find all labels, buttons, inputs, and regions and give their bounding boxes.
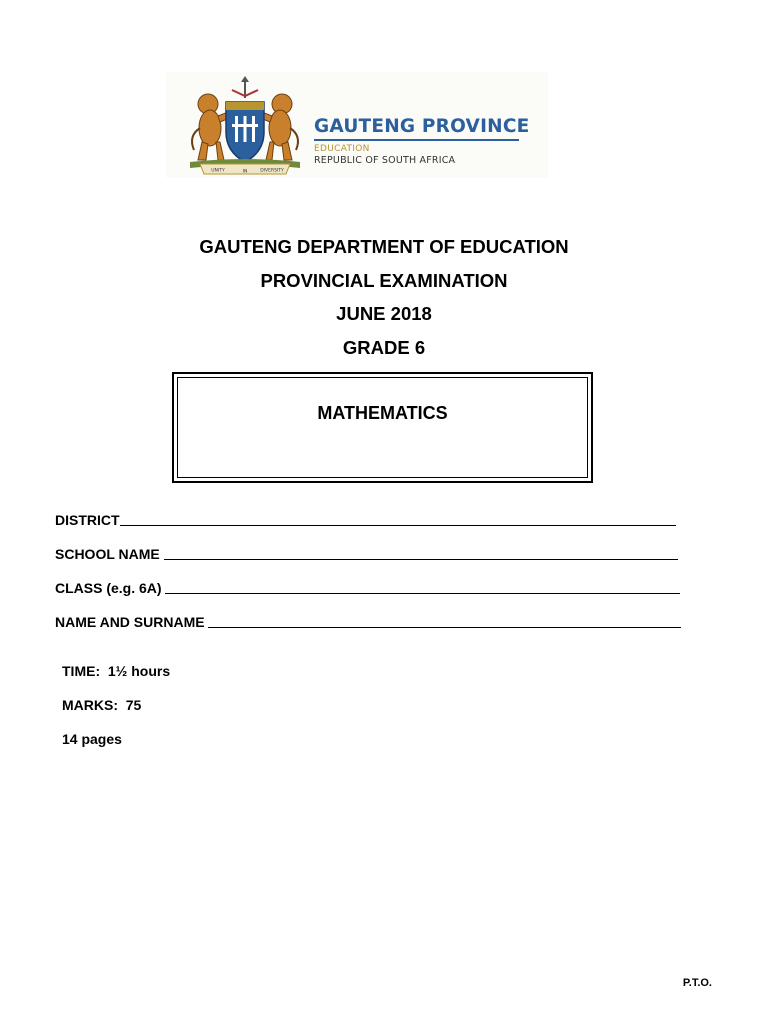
district-field[interactable] — [55, 510, 676, 528]
school-name-label: SCHOOL NAME — [55, 546, 164, 562]
heading-department: GAUTENG DEPARTMENT OF EDUCATION — [199, 236, 569, 257]
school-name-field[interactable] — [55, 544, 678, 562]
motto-unity: UNITY — [211, 168, 225, 174]
class-line[interactable] — [165, 593, 680, 594]
heading-exam: PROVINCIAL EXAMINATION — [260, 270, 508, 291]
district-line[interactable] — [120, 525, 676, 526]
name-surname-field[interactable] — [55, 612, 681, 630]
motto-diversity: DIVERSITY — [260, 168, 284, 174]
logo-department: EDUCATION — [314, 144, 370, 154]
name-surname-line[interactable] — [208, 627, 681, 628]
pto-note: P.T.O. — [682, 977, 712, 989]
page-count: 14 pages — [62, 731, 122, 747]
class-field[interactable] — [55, 578, 680, 596]
subject-title: MATHEMATICS — [317, 403, 448, 423]
heading-grade: GRADE 6 — [342, 337, 426, 358]
logo-country: REPUBLIC OF SOUTH AFRICA — [314, 155, 456, 166]
motto-in: IN — [242, 169, 248, 175]
logo-underline — [314, 139, 519, 141]
name-surname-label: NAME AND SURNAME — [55, 614, 209, 630]
heading-date: JUNE 2018 — [336, 303, 432, 324]
exam-marks: MARKS: 75 — [62, 697, 142, 713]
coat-of-arms-icon — [180, 76, 310, 176]
logo-text — [314, 116, 529, 166]
exam-time: TIME: 1½ hours — [62, 663, 171, 679]
logo-province-name: GAUTENG PROVINCE — [314, 116, 530, 137]
subject-box — [172, 372, 593, 483]
class-label: CLASS (e.g. 6A) — [55, 580, 166, 596]
school-name-line[interactable] — [164, 559, 678, 560]
district-label: DISTRICT — [55, 512, 120, 528]
logo — [166, 72, 548, 178]
